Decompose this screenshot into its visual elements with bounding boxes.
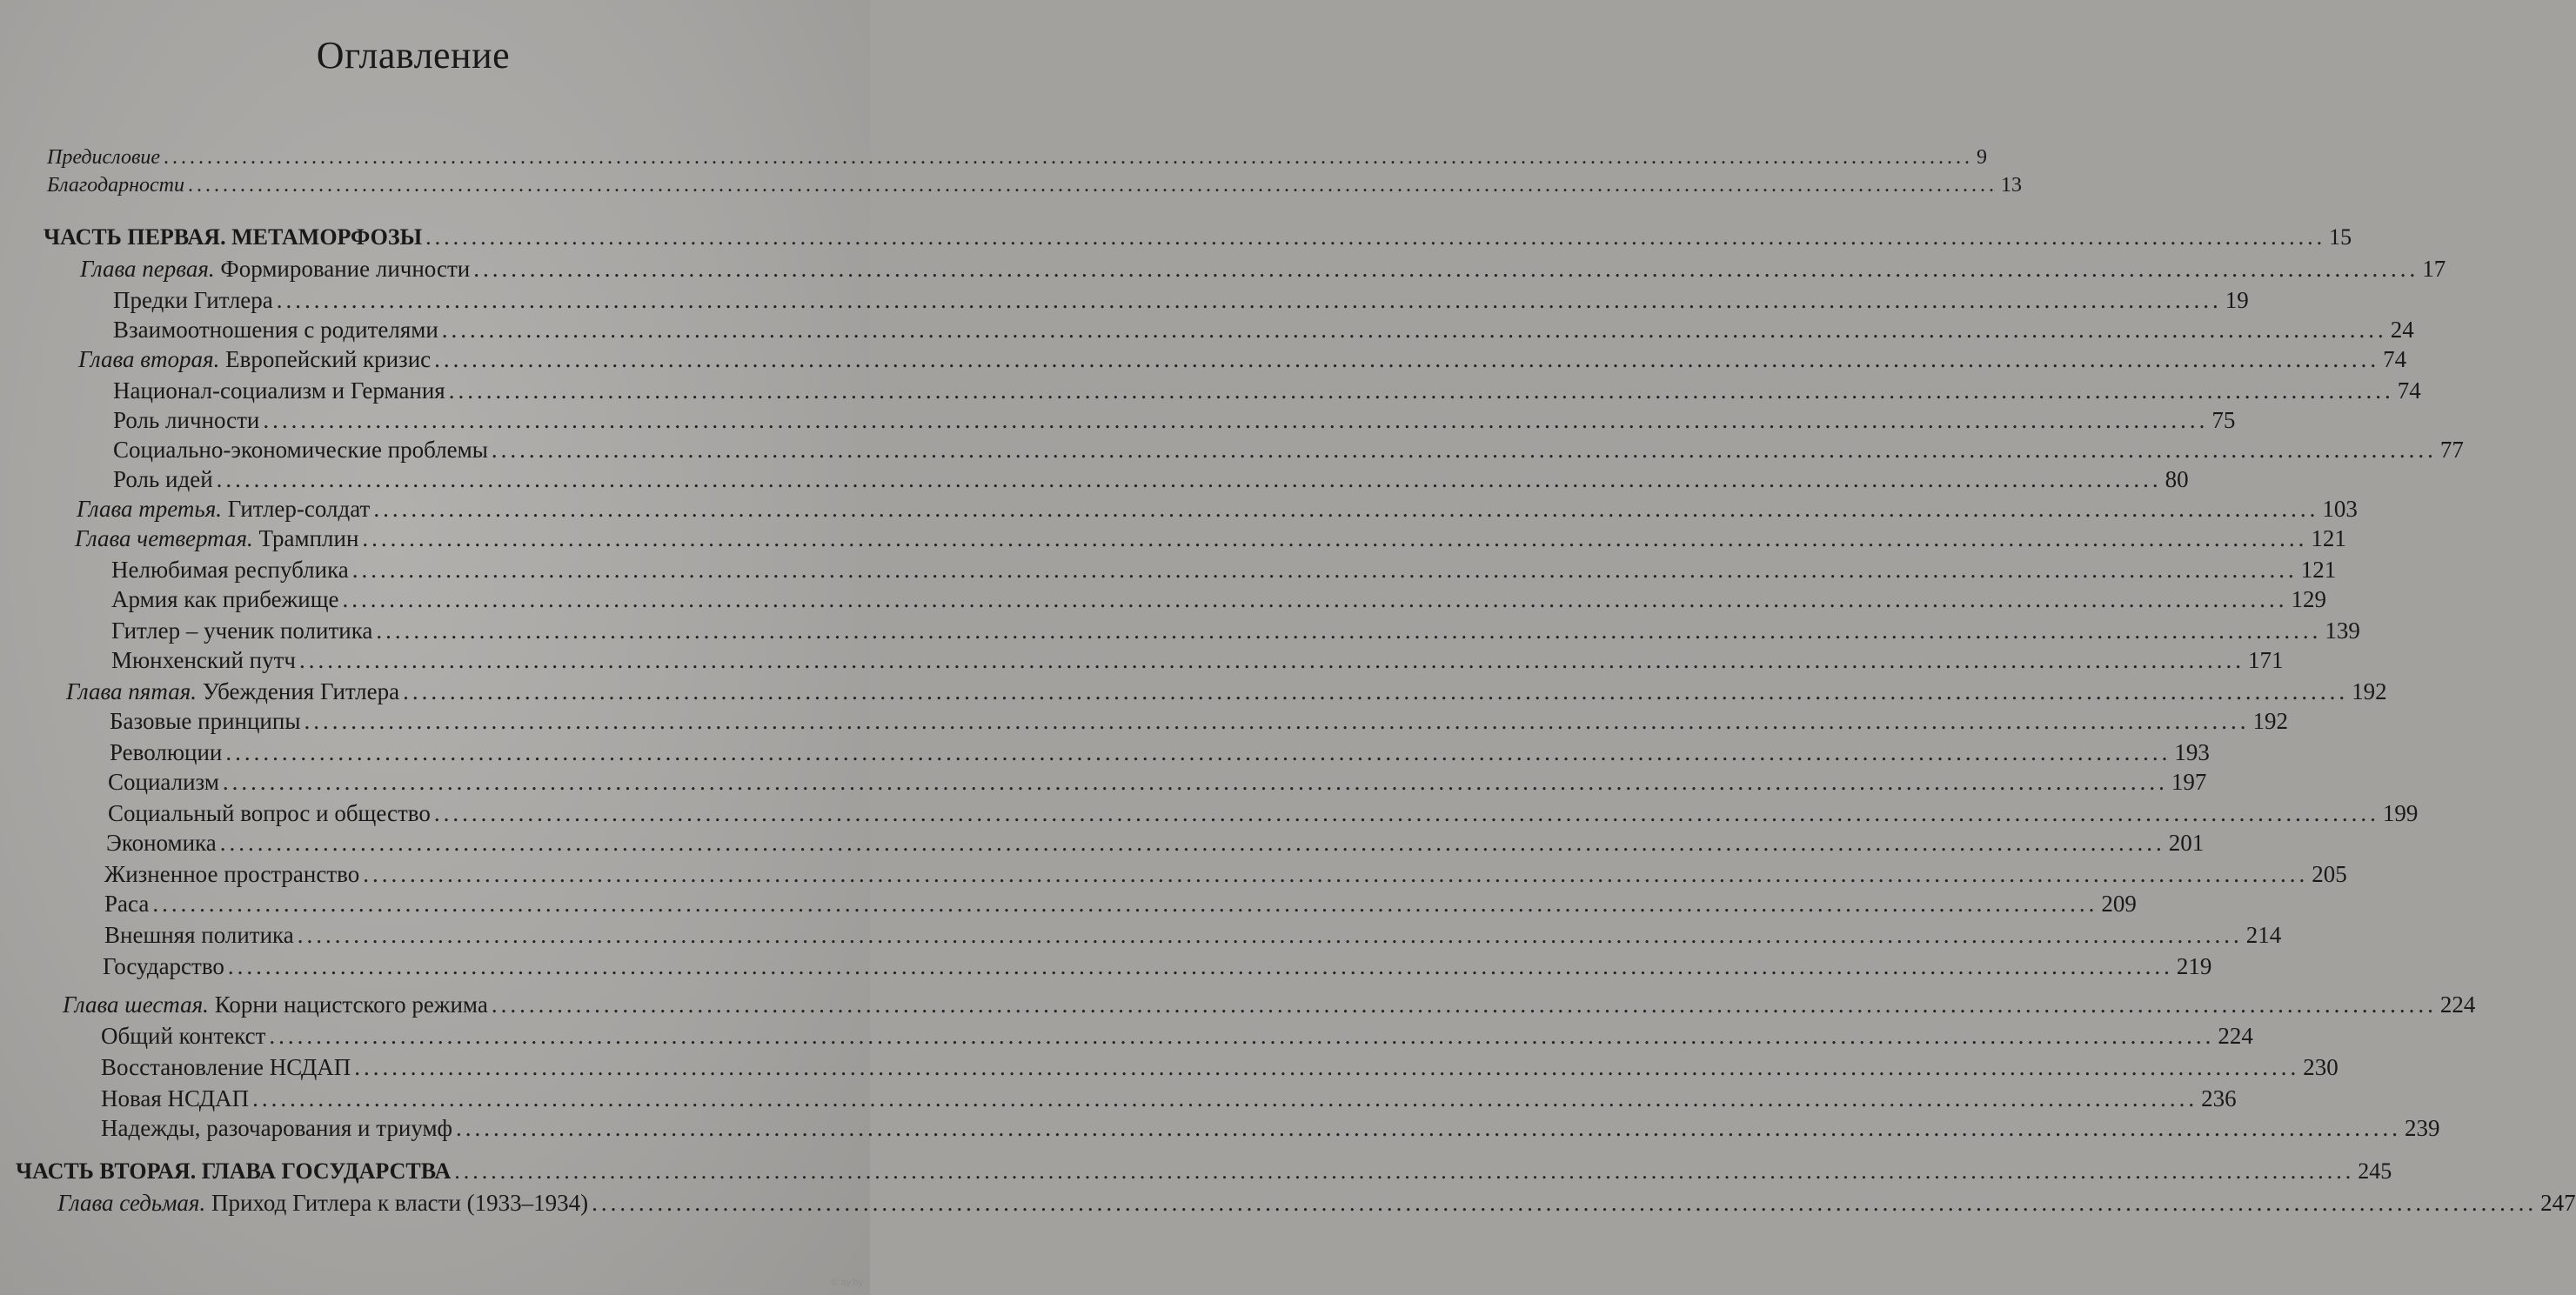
toc-entry-title: [110, 708, 300, 735]
toc-page-number: 236: [2201, 1085, 2237, 1111]
dot-leader: ................................................................................................................................................................................................................: [188, 174, 1997, 197]
toc-section-entry: [113, 287, 2249, 314]
toc-entry-text: ЧАСТЬ ВТОРАЯ. ГЛАВА ГОСУДАРСТВА: [16, 1158, 452, 1184]
toc-entry-title: [104, 922, 294, 949]
toc-entry-title: [111, 647, 296, 674]
dot-leader: ................................................................................................................................................................................................................: [454, 1158, 2355, 1184]
toc-entry-title: [111, 617, 372, 644]
dot-leader: ................................................................................................................................................................................................................: [342, 586, 2288, 612]
watermark: © ay.by: [831, 1278, 863, 1288]
toc-entry-text: Роль идей: [113, 466, 213, 492]
toc-page-number: 24: [2390, 317, 2414, 343]
dot-leader: ................................................................................................................................................................................................................: [403, 678, 2349, 704]
dot-leader: ................................................................................................................................................................................................................: [225, 739, 2171, 765]
toc-entry-title: [77, 496, 370, 523]
toc-part-entry: [16, 1158, 2392, 1185]
toc-entry-text: Убеждения Гитлера: [197, 678, 400, 704]
toc-entry-lead: Благодарности: [47, 174, 184, 197]
dot-leader: ................................................................................................................................................................................................................: [304, 708, 2250, 734]
toc-page-number: 214: [2245, 922, 2282, 948]
toc-entry-text: Внешняя политика: [104, 922, 294, 948]
dot-leader: ................................................................................................................................................................................................................: [473, 256, 2419, 282]
toc-entry-text: Трамплин: [252, 525, 359, 551]
toc-page-number: 17: [2422, 256, 2446, 282]
toc-page-number: 219: [2176, 953, 2212, 979]
toc-page-number: 193: [2174, 739, 2210, 765]
toc-section-entry: [103, 953, 2212, 980]
toc-entry-title: [103, 953, 224, 980]
toc-page-number: 75: [2211, 407, 2236, 433]
dot-leader: ................................................................................................................................................................................................................: [351, 557, 2298, 583]
dot-leader: ................................................................................................................................................................................................................: [152, 891, 2098, 917]
toc-entry-text: Социализм: [108, 769, 219, 795]
dot-leader: ................................................................................................................................................................................................................: [276, 287, 2222, 313]
toc-part-entry: [43, 224, 2352, 250]
toc-entry-title: [113, 437, 488, 464]
toc-chapter-entry: [75, 525, 2346, 552]
toc-entry-text: Мюнхенский путч: [111, 647, 296, 673]
toc-entry-text: Корни нацистского режима: [208, 991, 488, 1018]
toc-entry-title: [113, 407, 259, 434]
toc-entry-title: [108, 800, 431, 827]
toc-entry-title: [101, 1085, 249, 1112]
dot-leader: ................................................................................................................................................................................................................: [164, 146, 1974, 169]
toc-entry-text: Раса: [104, 891, 150, 917]
toc-page-number: 13: [2001, 174, 2022, 197]
dot-leader: ................................................................................................................................................................................................................: [376, 617, 2322, 644]
toc-page-number: 230: [2303, 1054, 2338, 1080]
toc-section-entry: [113, 377, 2421, 404]
toc-entry-text: Роль личности: [113, 407, 260, 433]
toc-section-entry: [101, 1115, 2440, 1142]
toc-page-number: 103: [2322, 496, 2358, 522]
toc-page-number: 205: [2312, 861, 2347, 887]
toc-section-entry: [110, 708, 2288, 735]
toc-entry-text: Армия как прибежище: [111, 586, 339, 612]
toc-entry-text: Взаимоотношения с родителями: [113, 317, 438, 343]
dot-leader: ................................................................................................................................................................................................................: [441, 317, 2387, 343]
dot-leader: ................................................................................................................................................................................................................: [491, 991, 2437, 1018]
toc-section-entry: [106, 830, 2205, 857]
toc-entry-title: [113, 287, 273, 314]
toc-page-number: 9: [1977, 146, 1988, 169]
toc-page-number: 74: [2397, 377, 2421, 404]
toc-page-number: 201: [2168, 830, 2205, 856]
toc-entry-text: Приход Гитлера к власти (1933–1934): [205, 1190, 589, 1216]
toc-entry-text: Предки Гитлера: [113, 287, 273, 313]
toc-section-entry: [101, 1085, 2237, 1112]
dot-leader: ................................................................................................................................................................................................................: [227, 953, 2173, 979]
toc-section-entry: [111, 557, 2337, 584]
toc-page-number: 224: [2439, 991, 2476, 1018]
toc-page-number: 74: [2383, 346, 2407, 372]
toc-page-number: 77: [2439, 437, 2464, 463]
toc-entry-text: Экономика: [106, 830, 217, 856]
toc-entry-text: Европейский кризис: [219, 346, 432, 372]
toc-entry-text: Восстановление НСДАП: [101, 1054, 351, 1080]
toc-entry-title: [57, 1190, 588, 1217]
toc-chapter-entry: [66, 678, 2387, 705]
toc-page-number: 80: [2165, 466, 2189, 492]
toc-entry-text: Социальный вопрос и общество: [108, 800, 431, 826]
toc-entry-lead: Глава четвертая.: [75, 525, 253, 551]
toc-entry-title: [110, 739, 222, 766]
toc-entry-title: [104, 861, 359, 888]
toc-section-entry: [101, 1054, 2338, 1081]
toc-entry-lead: Предисловие: [47, 146, 161, 169]
dot-leader: ................................................................................................................................................................................................................: [448, 377, 2394, 404]
toc-entry-title: [47, 146, 160, 170]
dot-leader: ................................................................................................................................................................................................................: [219, 830, 2165, 856]
toc-chapter-entry: [80, 256, 2446, 283]
toc-page-number: 129: [2291, 586, 2326, 612]
toc-entry-text: Революции: [110, 739, 223, 765]
toc-entry-lead: Глава пятая.: [66, 678, 197, 704]
toc-entry-text: Формирование личности: [214, 256, 471, 282]
toc-entry-title: [16, 1158, 451, 1185]
toc-section-entry: [101, 1023, 2253, 1050]
toc-page-number: 19: [2225, 287, 2249, 313]
toc-entry-title: [47, 174, 184, 197]
dot-leader: ................................................................................................................................................................................................................: [216, 466, 2162, 492]
toc-entry-text: ЧАСТЬ ПЕРВАЯ. МЕТАМОРФОЗЫ: [43, 224, 423, 250]
toc-chapter-entry: [77, 496, 2358, 523]
toc-section-entry: [113, 466, 2189, 493]
toc-entry-title: [111, 557, 349, 584]
toc-entry-text: Гитлер-солдат: [222, 496, 371, 522]
toc-section-entry: [108, 769, 2207, 796]
dot-leader: ................................................................................................................................................................................................................: [425, 224, 2326, 250]
toc-entry-text: Нелюбимая республика: [111, 557, 349, 583]
toc-entry-lead: Глава вторая.: [78, 346, 220, 372]
toc-section-entry: [110, 739, 2210, 766]
dot-leader: ................................................................................................................................................................................................................: [362, 525, 2308, 551]
toc-entry-title: [101, 1054, 351, 1081]
toc-page-number: 192: [2252, 708, 2288, 734]
toc-entry-text: Социально-экономические проблемы: [113, 437, 488, 463]
dot-leader: ................................................................................................................................................................................................................: [252, 1085, 2198, 1111]
toc-page-number: 15: [2329, 224, 2352, 250]
toc-page-number: 224: [2218, 1023, 2253, 1049]
toc-entry-lead: Глава первая.: [80, 256, 215, 282]
toc-page-number: 209: [2101, 891, 2137, 917]
dot-leader: ................................................................................................................................................................................................................: [434, 346, 2380, 372]
toc-entry-title: [63, 991, 488, 1018]
toc-entry-text: Государство: [103, 953, 224, 979]
toc-page-number: 199: [2382, 800, 2419, 826]
toc-entry-text: Жизненное пространство: [104, 861, 360, 887]
dot-leader: ................................................................................................................................................................................................................: [263, 407, 2209, 433]
toc-entry-title: [66, 678, 399, 705]
toc-section-entry: [113, 317, 2414, 344]
toc-entry-lead: Глава седьмая.: [57, 1190, 206, 1216]
toc-page-number: 245: [2358, 1158, 2392, 1184]
toc-chapter-entry: [78, 346, 2407, 373]
toc-page-number: 121: [2300, 557, 2337, 583]
toc-entry-title: [80, 256, 470, 283]
toc-chapter-entry: [57, 1190, 2576, 1217]
toc-section-entry: [108, 800, 2419, 827]
toc-section-entry: [111, 647, 2284, 674]
toc-front-entry: [47, 146, 1988, 170]
toc-page-number: 247: [2540, 1190, 2576, 1216]
toc-entry-title: [101, 1115, 452, 1142]
toc-section-entry: [111, 617, 2360, 644]
toc-page-number: 139: [2325, 617, 2360, 644]
toc-front-entry: [47, 174, 2022, 197]
toc-entry-title: [101, 1023, 265, 1050]
dot-leader: ................................................................................................................................................................................................................: [222, 769, 2168, 795]
toc-entry-text: Национал-социализм и Германия: [113, 377, 445, 404]
toc-entry-lead: Глава шестая.: [63, 991, 209, 1018]
dot-leader: ................................................................................................................................................................................................................: [592, 1190, 2538, 1216]
dot-leader: ................................................................................................................................................................................................................: [298, 647, 2245, 673]
toc-entry-title: [108, 769, 219, 796]
dot-leader: ................................................................................................................................................................................................................: [269, 1023, 2215, 1049]
page-title: Оглавление: [316, 34, 511, 77]
toc-page-number: 171: [2247, 647, 2284, 673]
toc-page-number: 239: [2405, 1115, 2440, 1141]
dot-leader: ................................................................................................................................................................................................................: [297, 922, 2243, 948]
toc-entry-title: [104, 891, 149, 918]
toc-entry-title: [111, 586, 339, 613]
toc-chapter-entry: [63, 991, 2476, 1018]
toc-entry-text: Новая НСДАП: [101, 1085, 250, 1111]
toc-entry-text: Надежды, разочарования и триумф: [101, 1115, 453, 1141]
toc-section-entry: [113, 407, 2236, 434]
toc-section-entry: [104, 861, 2347, 888]
toc-entry-text: Базовые принципы: [110, 708, 301, 734]
toc-section-entry: [104, 922, 2282, 949]
toc-entry-text: Общий контекст: [101, 1023, 266, 1049]
toc-page-number: 192: [2352, 678, 2387, 704]
dot-leader: ................................................................................................................................................................................................................: [373, 496, 2319, 522]
toc-section-entry: [111, 586, 2326, 613]
toc-entry-title: [78, 346, 431, 373]
toc-page-number: 197: [2171, 769, 2207, 795]
toc-entry-title: [113, 377, 445, 404]
toc-entry-title: [43, 224, 422, 250]
toc-entry-title: [75, 525, 358, 552]
dot-leader: ................................................................................................................................................................................................................: [354, 1054, 2300, 1080]
dot-leader: ................................................................................................................................................................................................................: [433, 800, 2379, 826]
toc-page-number: 121: [2311, 525, 2346, 551]
toc-entry-lead: Глава третья.: [77, 496, 223, 522]
toc-entry-title: [106, 830, 217, 857]
toc-entry-text: Гитлер – ученик политика: [111, 617, 373, 644]
dot-leader: ................................................................................................................................................................................................................: [456, 1115, 2402, 1141]
toc-entry-title: [113, 317, 438, 344]
toc-section-entry: [104, 891, 2137, 918]
dot-leader: ................................................................................................................................................................................................................: [363, 861, 2309, 887]
toc-section-entry: [113, 437, 2464, 464]
dot-leader: ................................................................................................................................................................................................................: [491, 437, 2437, 463]
toc-entry-title: [113, 466, 213, 493]
